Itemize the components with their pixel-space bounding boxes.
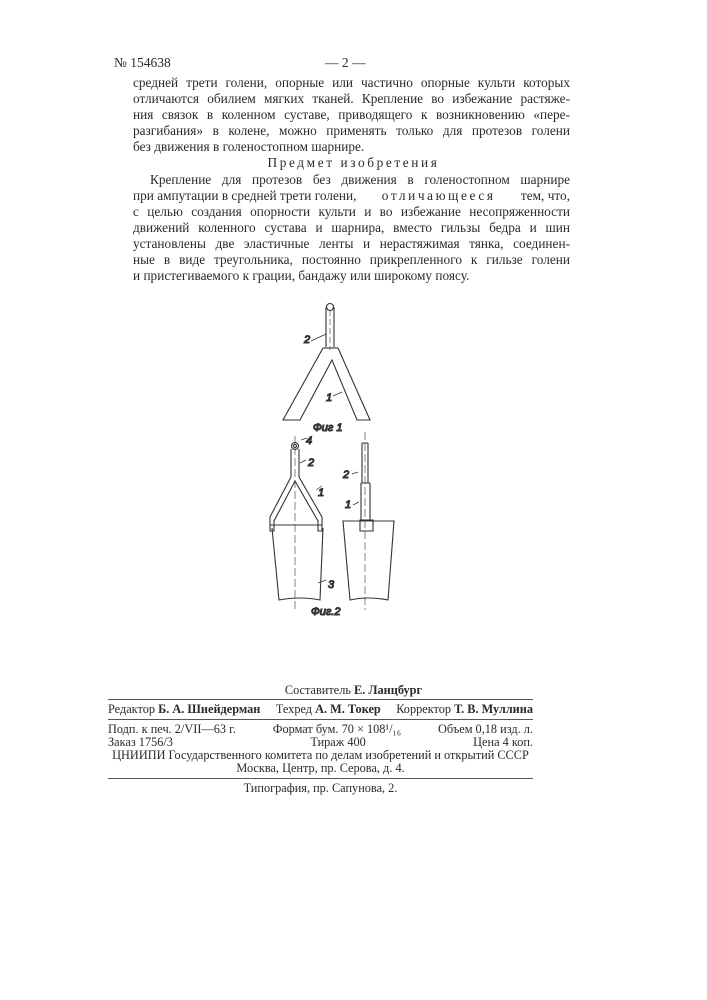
claim-emphasis: отличающееся xyxy=(382,188,496,204)
label: 1 xyxy=(326,392,332,404)
editor: Редактор Б. А. Шнейдерман xyxy=(108,702,260,717)
claim-text: тем, что, xyxy=(521,188,570,204)
paper-format: Формат бум. 70 × 108¹/₁₆ xyxy=(273,722,401,737)
corrector: Корректор Т. В. Муллина xyxy=(396,702,533,717)
patent-number: № 154638 xyxy=(114,55,171,71)
text-line: ния связок в коленном суставе, приводящего к возникновению «пере- xyxy=(133,107,570,123)
page-number: — 2 — xyxy=(325,55,366,71)
figure-1 xyxy=(283,304,370,435)
divider xyxy=(108,699,533,700)
circulation: Тираж 400 xyxy=(310,735,365,750)
text-line: ные в виде треугольника, постоянно прикрепленного к гильзе голени xyxy=(133,252,570,268)
figure-caption: Фиг.2 xyxy=(311,606,340,618)
volume: Объем 0,18 изд. л. xyxy=(438,722,533,737)
compiler-line xyxy=(0,683,707,698)
text-line: с целью создания опорности культи и во избежание несопряженности xyxy=(133,204,570,220)
text-line: движений коленного сустава и шарнира, вместо гильзы бедра и шин xyxy=(133,220,570,236)
claim-text: при ампутации в средней трети голени, xyxy=(133,188,356,204)
techred: Техред А. М. Токер xyxy=(276,702,381,717)
printer: Типография, пр. Сапунова, 2. xyxy=(0,781,641,796)
label: 2 xyxy=(342,469,349,481)
label: 4 xyxy=(306,435,312,447)
text-line: отличаются обилием мягких тканей. Крепление во избежание растяже- xyxy=(133,91,570,107)
text-line: установлены две эластичные ленты и нерастяжимая тянка, соединен- xyxy=(133,236,570,252)
signed-date: Подп. к печ. 2/VII—63 г. xyxy=(108,722,236,737)
text-line: средней трети голени, опорные или частично опорные культи которых xyxy=(133,75,570,91)
label: 2 xyxy=(303,334,310,346)
text-line: разгибания» в колене, можно применять только для протезов голени xyxy=(133,123,570,139)
order-number: Заказ 1756/3 xyxy=(108,735,173,750)
text-line: Крепление для протезов без движения в голеностопном шарнире xyxy=(150,172,570,188)
figure-caption: Фиг 1 xyxy=(313,422,342,434)
divider xyxy=(108,719,533,720)
publisher-address: Москва, Центр, пр. Серова, д. 4. xyxy=(0,761,641,776)
label: 3 xyxy=(328,579,335,591)
figure-2 xyxy=(270,432,394,618)
compiler-name: Е. Ланцбург xyxy=(354,683,422,697)
claims-heading: Предмет изобретения xyxy=(0,155,707,171)
staff-line xyxy=(108,702,533,717)
divider xyxy=(108,778,533,779)
figures-drawing xyxy=(0,0,707,1000)
label: 2 xyxy=(307,457,314,469)
text-line: без движения в голеностопном шарнире. xyxy=(133,139,570,155)
price: Цена 4 коп. xyxy=(473,735,533,750)
text-line: и пристегиваемого к грации, бандажу или широкому поясу. xyxy=(133,268,570,284)
label: 1 xyxy=(345,499,351,511)
compiler-label: Составитель xyxy=(285,683,351,697)
label: 1 xyxy=(318,487,324,499)
publisher: ЦНИИПИ Государственного комитета по делам изобретений и открытий СССР xyxy=(0,748,641,763)
